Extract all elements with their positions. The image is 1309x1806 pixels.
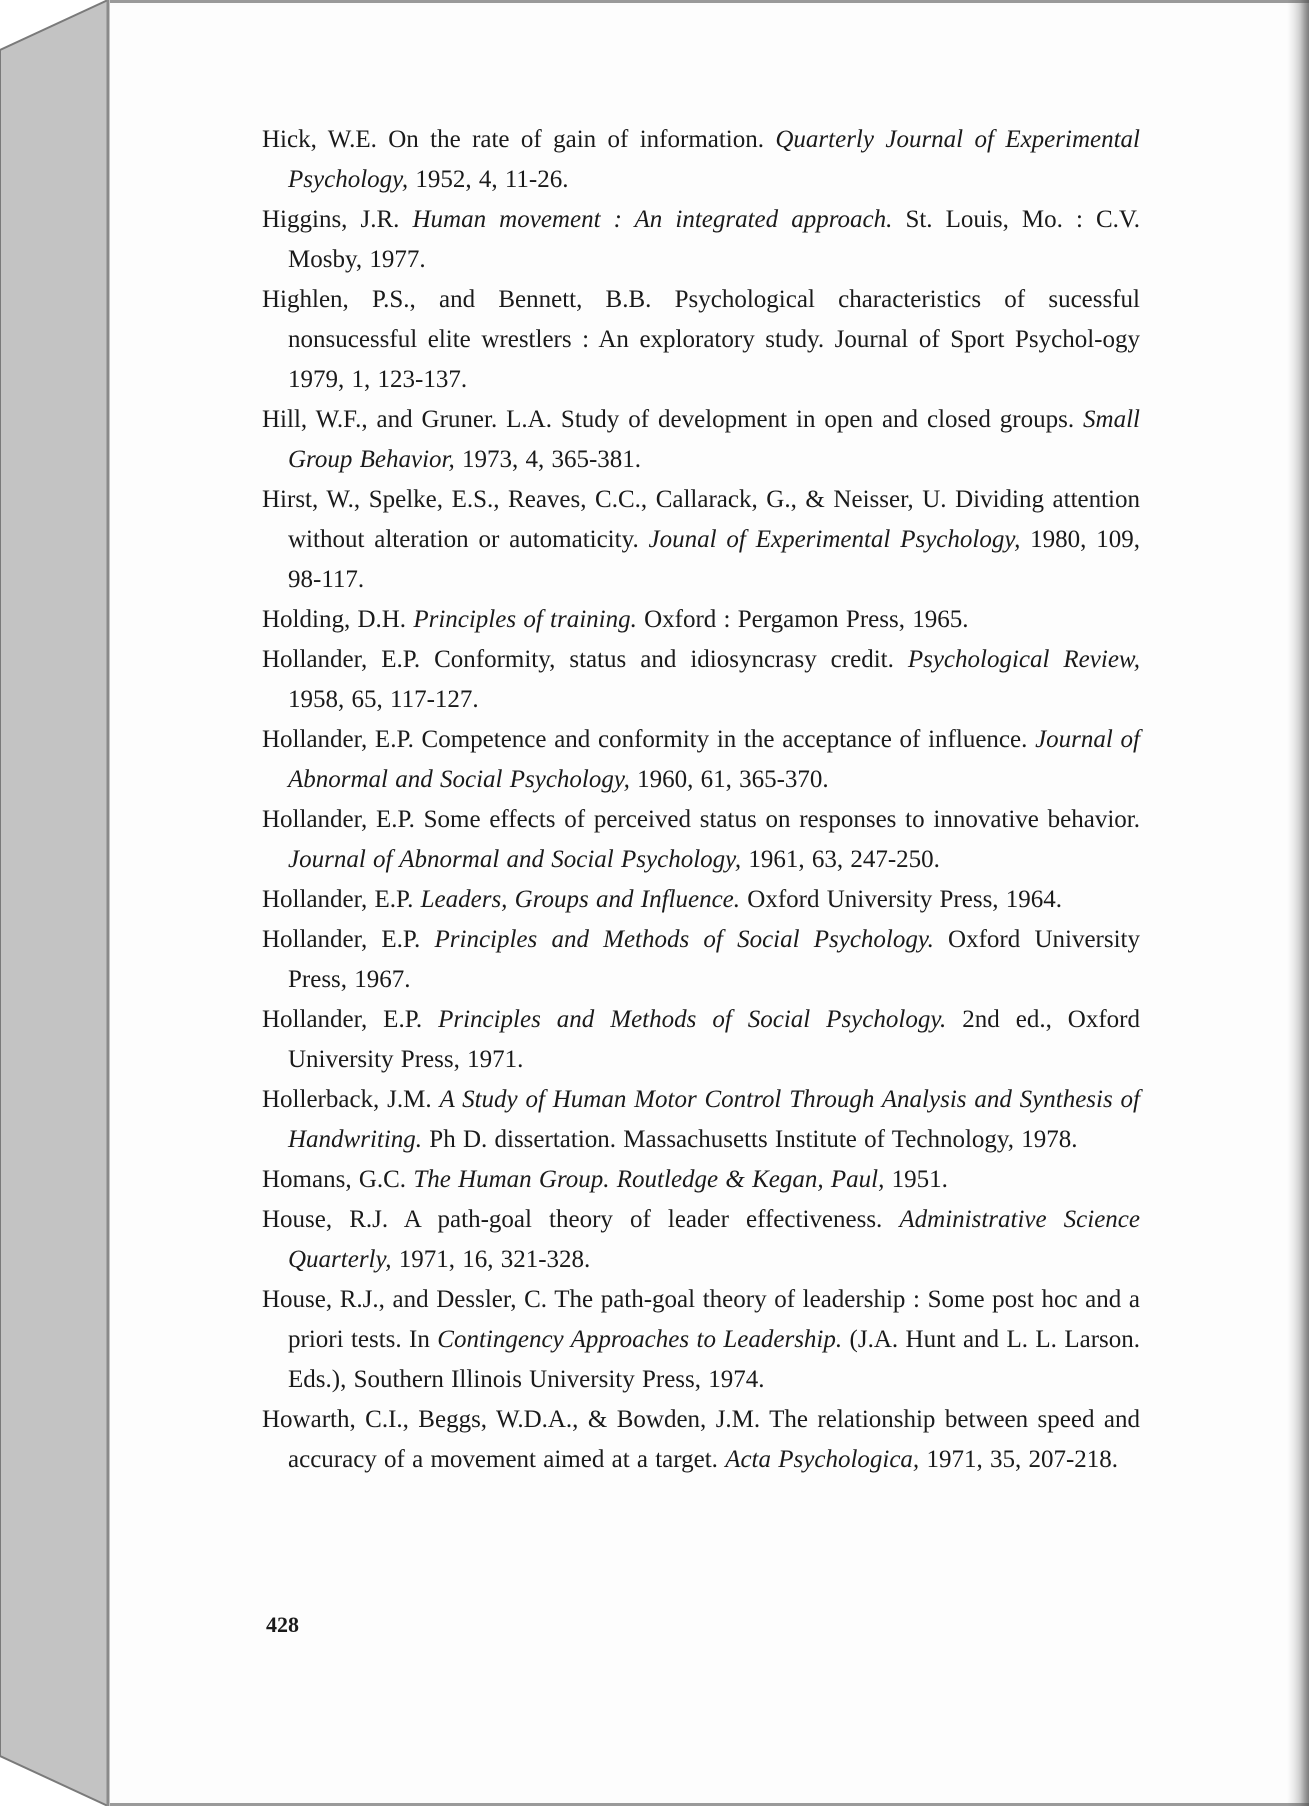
page-top-edge <box>110 0 1309 3</box>
reference-text: Hollerback, J.M. <box>262 1086 440 1113</box>
reference-title-italic: Leaders, Groups and Influence. <box>420 886 741 913</box>
reference-text: St. Louis, Mo. : C.V. Mosby, 1977. <box>288 206 1140 273</box>
reference-entry <box>262 720 1140 800</box>
reference-text: 1973, 4, 365-381. <box>454 446 642 473</box>
reference-entry <box>262 480 1140 600</box>
reference-text: Hollander, E.P. <box>262 886 421 913</box>
reference-text: Hollander, E.P. Conformity, status and idiosyncrasy credit. <box>262 646 908 673</box>
reference-text: 1958, 65, 117-127. <box>288 686 479 713</box>
reference-title-italic: Principles and Methods of Social Psychology. <box>438 1006 947 1033</box>
reference-title-italic: Journal of Abnormal and Social Psychology, <box>288 846 742 873</box>
reference-text: 1952, 4, 11-26. <box>408 166 569 193</box>
reference-title-italic: Acta Psychologica, <box>725 1446 920 1473</box>
reference-text: Oxford University Press, 1967. <box>288 926 1140 993</box>
reference-title-italic: A Study of Human Motor Control Through Analysis and Synthesis of Handwriting. <box>288 1086 1140 1153</box>
reference-text: Oxford University Press, 1964. <box>740 886 1063 913</box>
reference-title-italic: Jounal of Experimental Psychology, <box>648 526 1021 553</box>
reference-title-italic: Administrative Science Quarterly, <box>288 1206 1140 1273</box>
reference-entry <box>262 920 1140 1000</box>
reference-entry <box>262 1400 1140 1480</box>
reference-title-italic: Contingency Approaches to Leadership. <box>437 1326 843 1353</box>
reference-text: Howarth, C.I., Beggs, W.D.A., & Bowden, J.M. The relationship between speed and accuracy of a movement aimed at a target. <box>262 1406 1140 1473</box>
reference-text: (J.A. Hunt and L. L. Larson. Eds.), Southern Illinois University Press, 1974. <box>288 1326 1140 1393</box>
reference-title-italic: Journal of Abnormal and Social Psychology, <box>288 726 1141 793</box>
reference-text: House, R.J., and Dessler, C. The path-goal theory of leadership : Some post hoc and a priori tests. In <box>262 1286 1140 1353</box>
reference-entry <box>262 1160 1140 1200</box>
reference-entry <box>262 600 1140 640</box>
reference-text: Hick, W.E. On the rate of gain of information. <box>262 126 776 153</box>
reference-title-italic: Psychological Review, <box>907 646 1140 673</box>
reference-entry <box>262 1200 1140 1280</box>
reference-text: Higgins, J.R. <box>262 206 413 233</box>
reference-entry <box>262 200 1140 280</box>
reference-text: 1960, 61, 365-370. <box>629 766 829 793</box>
reference-text: 1971, 16, 321-328. <box>391 1246 591 1273</box>
reference-title-italic: Quarterly Journal of Experimental Psychology, <box>288 126 1140 193</box>
reference-text: 1980, 109, 98-117. <box>288 526 1140 593</box>
reference-entry <box>262 880 1140 920</box>
reference-text: Oxford : Pergamon Press, 1965. <box>636 606 969 633</box>
page-right-edge-shadow <box>1287 0 1309 1806</box>
reference-list <box>262 120 1140 1480</box>
reference-text: Hollander, E.P. Some effects of perceived status on responses to innovative behavior. <box>262 806 1140 833</box>
book-spine-shape <box>0 0 112 1806</box>
reference-title-italic: The Human Group. Routledge & Kegan, Paul, <box>413 1166 885 1193</box>
reference-entry <box>262 1080 1140 1160</box>
reference-entry <box>262 800 1140 880</box>
reference-text: Hollander, E.P. <box>262 926 435 953</box>
page-number: 428 <box>266 1612 299 1637</box>
reference-text: 1951. <box>884 1166 948 1193</box>
reference-entry <box>262 1280 1140 1400</box>
reference-entry <box>262 640 1140 720</box>
reference-title-italic: Small Group Behavior, <box>288 406 1140 473</box>
reference-entry <box>262 400 1140 480</box>
reference-text: Hollander, E.P. Competence and conformity in the acceptance of influence. <box>262 726 1036 753</box>
reference-text: 1971, 35, 207-218. <box>919 1446 1119 1473</box>
reference-text: 1961, 63, 247-250. <box>741 846 940 873</box>
reference-text: Highlen, P.S., and Bennett, B.B. Psychological characteristics of sucessful nonsucessful elite wrestlers : An exploratory study. Journal of Sport Psychol-ogy 1979, 1, 123-137. <box>262 286 1140 393</box>
reference-text: Hirst, W., Spelke, E.S., Reaves, C.C., Callarack, G., & Neisser, U. Dividing attention without alteration or automaticity. <box>262 486 1140 553</box>
reference-entry <box>262 120 1140 200</box>
reference-text: Ph D. dissertation. Massachusetts Institute of Technology, 1978. <box>422 1126 1078 1153</box>
reference-title-italic: Principles and Methods of Social Psychology. <box>434 926 934 953</box>
reference-text: Homans, G.C. <box>262 1166 414 1193</box>
reference-entry <box>262 280 1140 400</box>
reference-title-italic: Human movement : An integrated approach. <box>412 206 893 233</box>
reference-title-italic: Principles of training. <box>413 606 637 633</box>
reference-entry <box>262 1000 1140 1080</box>
reference-text: 2nd ed., Oxford University Press, 1971. <box>288 1006 1140 1073</box>
book-spine <box>0 0 112 1806</box>
reference-text: House, R.J. A path-goal theory of leader effectiveness. <box>262 1206 900 1233</box>
reference-text: Holding, D.H. <box>262 606 414 633</box>
reference-text: Hill, W.F., and Gruner. L.A. Study of development in open and closed groups. <box>262 406 1084 433</box>
reference-text: Hollander, E.P. <box>262 1006 439 1033</box>
